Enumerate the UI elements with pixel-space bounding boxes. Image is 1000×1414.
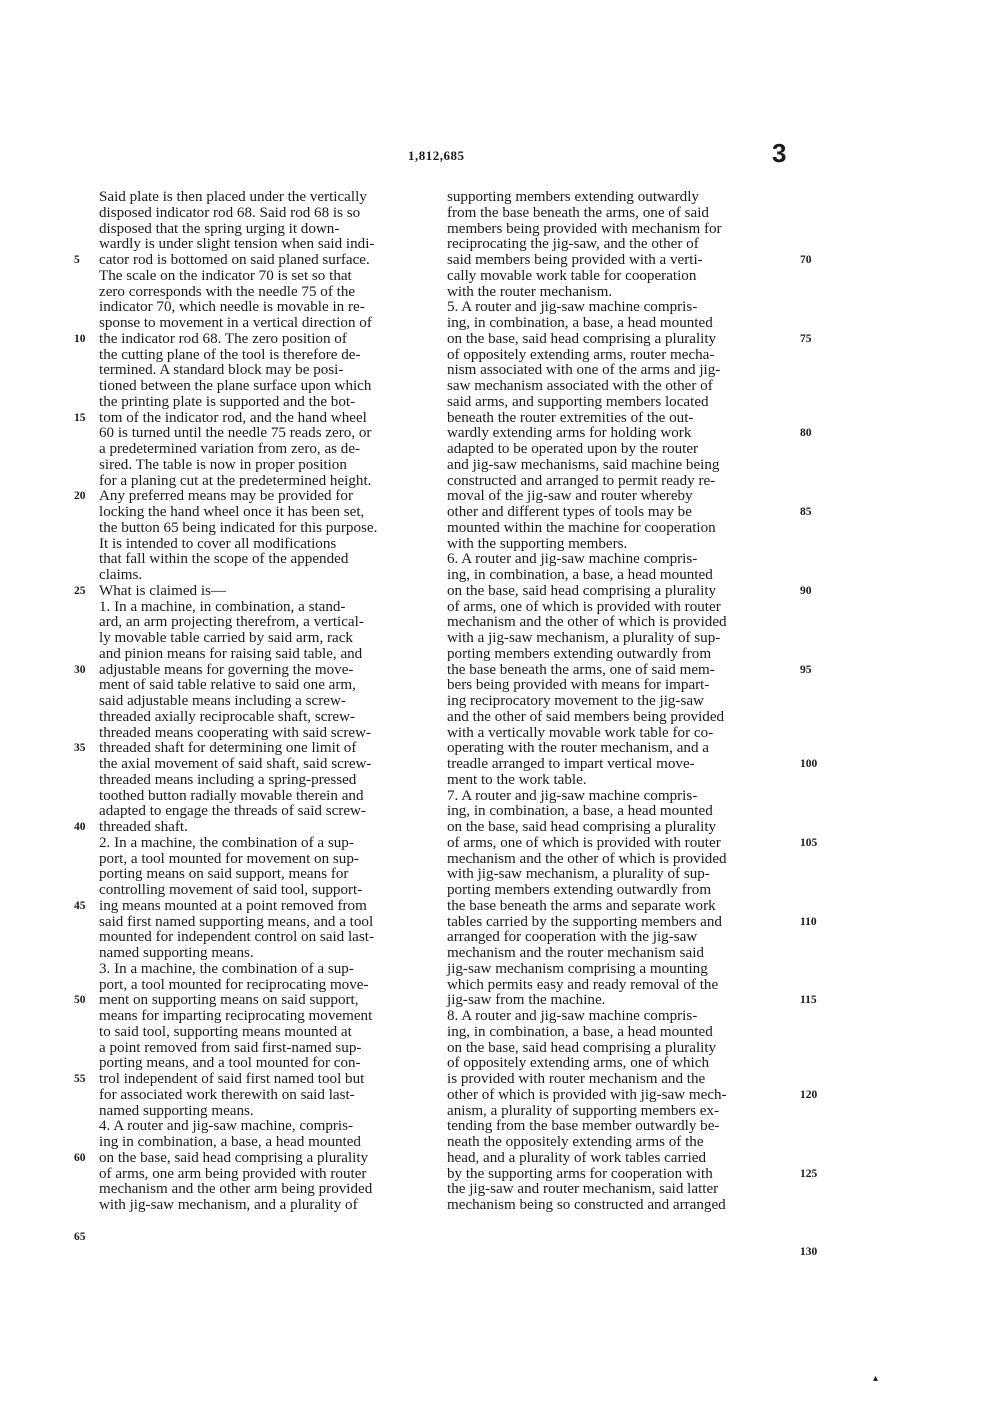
text-line: threaded axially reciprocable shaft, screw- bbox=[99, 708, 356, 725]
text-line: the printing plate is supported and the bot- bbox=[99, 393, 356, 410]
text-line: with jig-saw mechanism, and a plurality of bbox=[99, 1197, 358, 1213]
text-line: anism, a plurality of supporting members ex- bbox=[447, 1102, 720, 1119]
text-line: 7. A router and jig-saw machine compris- bbox=[447, 787, 698, 804]
margin-line-number: 75 bbox=[800, 332, 812, 345]
text-line: ment to the work table. bbox=[447, 771, 587, 788]
text-line: 60 is turned until the needle 75 reads zero, or bbox=[99, 425, 372, 442]
margin-line-number: 65 bbox=[74, 1230, 86, 1243]
text-line: by the supporting arms for cooperation with bbox=[447, 1165, 713, 1182]
text-line: bers being provided with means for impart- bbox=[447, 677, 710, 694]
text-line: ing means mounted at a point removed from bbox=[99, 897, 367, 914]
text-line: the base beneath the arms, one of said mem- bbox=[447, 661, 715, 678]
text-line: threaded shaft for determining one limit of bbox=[99, 740, 357, 757]
margin-line-number: 95 bbox=[800, 663, 812, 676]
text-line: Said plate is then placed under the vertically bbox=[99, 189, 367, 205]
text-line: supporting members extending outwardly bbox=[447, 189, 699, 205]
text-line: the indicator rod 68. The zero position of bbox=[99, 330, 347, 347]
text-line: ly movable table carried by said arm, rack bbox=[99, 630, 353, 646]
text-line: beneath the router extremities of the out- bbox=[447, 409, 694, 426]
text-line: saw mechanism associated with the other of bbox=[447, 378, 713, 394]
text-line: porting members extending outwardly from bbox=[447, 645, 712, 662]
text-line: wardly extending arms for holding work bbox=[447, 425, 692, 442]
text-line: on the base, said head comprising a plurality bbox=[447, 1039, 717, 1056]
margin-line-number: 55 bbox=[74, 1073, 86, 1085]
text-line: tables carried by the supporting members and bbox=[447, 913, 722, 930]
text-line: on the base, said head comprising a plurality bbox=[99, 1149, 369, 1166]
text-line: adapted to be operated upon by the router bbox=[447, 441, 699, 457]
margin-line-number: 115 bbox=[800, 994, 817, 1007]
margin-line-number: 130 bbox=[800, 1246, 818, 1259]
text-line: tom of the indicator rod, and the hand wheel bbox=[99, 409, 367, 426]
text-line: It is intended to cover all modifications bbox=[99, 535, 337, 552]
patent-number: 1,812,685 bbox=[408, 148, 465, 163]
text-line: adapted to engage the threads of said screw- bbox=[99, 803, 366, 820]
margin-line-number: 105 bbox=[800, 836, 818, 849]
text-line: with jig-saw mechanism, a plurality of sup- bbox=[447, 866, 710, 883]
text-line: said arms, and supporting members located bbox=[447, 393, 709, 410]
text-line: mechanism and the other arm being provided bbox=[99, 1181, 373, 1198]
text-line: porting means, and a tool mounted for con- bbox=[99, 1055, 361, 1072]
margin-line-number: 30 bbox=[74, 663, 86, 676]
margin-line-number: 50 bbox=[74, 994, 86, 1007]
text-line: mounted for independent control on said last- bbox=[99, 929, 374, 946]
text-line: with the supporting members. bbox=[447, 535, 628, 552]
text-line: cally movable work table for cooperation bbox=[447, 267, 697, 284]
text-line: adjustable means for governing the move- bbox=[99, 661, 354, 678]
text-line: and the other of said members being provided bbox=[447, 708, 725, 725]
text-line: constructed and arranged to permit ready re- bbox=[447, 472, 716, 489]
text-line: mechanism and the other of which is provided bbox=[447, 850, 727, 867]
text-line: said adjustable means including a screw- bbox=[99, 693, 346, 709]
margin-line-number: 40 bbox=[74, 821, 86, 833]
text-line: arranged for cooperation with the jig-saw bbox=[447, 929, 698, 946]
text-line: operating with the router mechanism, and a bbox=[447, 740, 709, 757]
text-line: the axial movement of said shaft, said screw- bbox=[99, 756, 372, 772]
text-line: port, a tool mounted for reciprocating move- bbox=[99, 976, 369, 993]
text-line: disposed indicator rod 68. Said rod 68 is so bbox=[99, 204, 361, 221]
text-line: ing reciprocatory movement to the jig-saw bbox=[447, 693, 704, 709]
text-line: tending from the base member outwardly be- bbox=[447, 1118, 720, 1135]
margin-line-number: 110 bbox=[800, 915, 817, 928]
text-line: which permits easy and ready removal of the bbox=[447, 976, 719, 993]
text-line: threaded shaft. bbox=[99, 819, 188, 835]
margin-line-number: 45 bbox=[74, 899, 86, 912]
text-line: said members being provided with a verti- bbox=[447, 252, 703, 268]
margin-line-number: 25 bbox=[74, 584, 86, 597]
text-line: treadle arranged to impart vertical move- bbox=[447, 756, 695, 772]
text-line: jig-saw from the machine. bbox=[447, 992, 606, 1009]
page-index: 3 bbox=[772, 138, 787, 168]
text-line: members being provided with mechanism for bbox=[447, 220, 722, 237]
text-line: ard, an arm projecting therefrom, a vertical- bbox=[99, 614, 364, 631]
text-line: other and different types of tools may be bbox=[447, 504, 692, 520]
text-line: Any preferred means may be provided for bbox=[99, 488, 353, 505]
text-line: ing, in combination, a base, a head mounted bbox=[447, 1023, 713, 1040]
text-line: port, a tool mounted for movement on sup- bbox=[99, 850, 359, 867]
text-line: ment on supporting means on said support, bbox=[99, 992, 359, 1009]
margin-line-number: 80 bbox=[800, 427, 812, 440]
text-line: other of which is provided with jig-saw mech- bbox=[447, 1086, 727, 1103]
footer-mark: ▴ bbox=[873, 1373, 879, 1384]
margin-line-number: 5 bbox=[74, 254, 80, 266]
left-text-column bbox=[99, 190, 437, 1214]
right-text-column bbox=[447, 190, 789, 1214]
text-line: cator rod is bottomed on said planed surface. bbox=[99, 252, 370, 268]
text-line: a point removed from said first-named sup- bbox=[99, 1039, 362, 1056]
text-line: head, and a plurality of work tables carried bbox=[447, 1149, 707, 1166]
text-line: indicator 70, which needle is movable in re- bbox=[99, 299, 365, 316]
text-line: threaded means including a spring-pressed bbox=[99, 771, 357, 788]
text-line: for associated work therewith on said last- bbox=[99, 1086, 355, 1103]
text-line: disposed that the spring urging it down- bbox=[99, 220, 340, 237]
text-line: that fall within the scope of the appended bbox=[99, 551, 349, 568]
text-line: ing, in combination, a base, a head mounted bbox=[447, 803, 713, 820]
text-line: moval of the jig-saw and router whereby bbox=[447, 488, 693, 505]
text-line: zero corresponds with the needle 75 of the bbox=[99, 283, 356, 300]
text-line: with a jig-saw mechanism, a plurality of sup- bbox=[447, 630, 721, 646]
text-line: named supporting means. bbox=[99, 945, 254, 961]
margin-line-number: 85 bbox=[800, 506, 812, 518]
text-line: the base beneath the arms and separate work bbox=[447, 897, 716, 914]
margin-line-number: 90 bbox=[800, 584, 812, 597]
text-line: porting members extending outwardly from bbox=[447, 882, 712, 898]
text-line: from the base beneath the arms, one of said bbox=[447, 204, 709, 221]
text-line: trol independent of said first named tool but bbox=[99, 1071, 365, 1087]
text-line: ing, in combination, a base, a head mounted bbox=[447, 567, 713, 583]
text-line: The scale on the indicator 70 is set so that bbox=[99, 267, 352, 284]
text-line: reciprocating the jig-saw, and the other of bbox=[447, 236, 699, 253]
text-line: and pinion means for raising said table, and bbox=[99, 645, 363, 662]
margin-line-number: 10 bbox=[74, 332, 86, 345]
text-line: ing, in combination, a base, a head mounted bbox=[447, 315, 713, 331]
text-line: of arms, one of which is provided with router bbox=[447, 834, 721, 851]
text-line: on the base, said head comprising a plurality bbox=[447, 330, 717, 347]
margin-line-number: 70 bbox=[800, 254, 812, 266]
text-line: the cutting plane of the tool is therefore de- bbox=[99, 346, 361, 363]
text-line: ment of said table relative to said one arm, bbox=[99, 677, 356, 694]
text-line: 1. In a machine, in combination, a stand- bbox=[99, 598, 346, 615]
text-line: wardly is under slight tension when said indi- bbox=[99, 236, 375, 253]
text-line: mounted within the machine for cooperation bbox=[447, 519, 716, 536]
text-line: 8. A router and jig-saw machine compris- bbox=[447, 1008, 698, 1024]
margin-line-number: 100 bbox=[800, 758, 818, 770]
text-line: is provided with router mechanism and the bbox=[447, 1071, 706, 1087]
text-line: porting means on said support, means for bbox=[99, 866, 349, 883]
text-line: named supporting means. bbox=[99, 1102, 254, 1119]
text-line: 2. In a machine, the combination of a sup- bbox=[99, 834, 354, 851]
margin-line-number: 120 bbox=[800, 1088, 818, 1101]
text-line: jig-saw mechanism comprising a mounting bbox=[447, 960, 708, 977]
text-line: of arms, one of which is provided with router bbox=[447, 598, 721, 615]
text-line: of oppositely extending arms, one of which bbox=[447, 1055, 709, 1072]
text-line: termined. A standard block may be posi- bbox=[99, 362, 344, 379]
text-line: controlling movement of said tool, support- bbox=[99, 882, 363, 898]
text-line: means for imparting reciprocating movement bbox=[99, 1008, 373, 1024]
text-line: mechanism and the other of which is provided bbox=[447, 614, 727, 631]
text-line: neath the oppositely extending arms of the bbox=[447, 1134, 704, 1150]
text-line: and jig-saw mechanisms, said machine being bbox=[447, 456, 720, 473]
text-line: the jig-saw and router mechanism, said latter bbox=[447, 1181, 719, 1198]
text-line: on the base, said head comprising a plurality bbox=[447, 819, 717, 835]
text-line: to said tool, supporting means mounted at bbox=[99, 1023, 352, 1040]
text-line: for a planing cut at the predetermined height. bbox=[99, 472, 372, 489]
text-line: sired. The table is now in proper position bbox=[99, 456, 347, 473]
text-line: the button 65 being indicated for this purpose. bbox=[99, 519, 378, 536]
text-line: sponse to movement in a vertical direction of bbox=[99, 315, 372, 331]
text-line: 3. In a machine, the combination of a sup- bbox=[99, 960, 354, 977]
text-line: locking the hand wheel once it has been set, bbox=[99, 504, 365, 520]
text-line: claims. bbox=[99, 567, 143, 583]
text-line: What is claimed is— bbox=[99, 582, 227, 599]
margin-line-number: 15 bbox=[74, 411, 86, 424]
text-line: threaded means cooperating with said screw- bbox=[99, 724, 372, 741]
text-line: nism associated with one of the arms and jig- bbox=[447, 362, 721, 379]
margin-line-number: 60 bbox=[74, 1151, 86, 1164]
margin-line-number: 125 bbox=[800, 1167, 818, 1180]
text-line: mechanism being so constructed and arranged bbox=[447, 1197, 726, 1213]
text-line: of arms, one arm being provided with router bbox=[99, 1165, 367, 1182]
text-line: said first named supporting means, and a tool bbox=[99, 913, 374, 930]
text-line: with the router mechanism. bbox=[447, 283, 613, 300]
margin-line-number: 35 bbox=[74, 742, 86, 755]
text-line: on the base, said head comprising a plurality bbox=[447, 582, 717, 599]
text-line: 4. A router and jig-saw machine, compris- bbox=[99, 1118, 354, 1135]
text-line: with a vertically movable work table for co- bbox=[447, 724, 714, 741]
text-line: toothed button radially movable therein and bbox=[99, 787, 364, 804]
text-line: mechanism and the router mechanism said bbox=[447, 945, 704, 961]
text-line: 6. A router and jig-saw machine compris- bbox=[447, 551, 698, 568]
text-line: ing in combination, a base, a head mounted bbox=[99, 1134, 361, 1150]
text-line: of oppositely extending arms, router mecha- bbox=[447, 346, 715, 363]
text-line: a predetermined variation from zero, as de- bbox=[99, 441, 361, 457]
margin-line-number: 20 bbox=[74, 490, 86, 503]
text-line: 5. A router and jig-saw machine compris- bbox=[447, 299, 698, 316]
text-line: tioned between the plane surface upon which bbox=[99, 378, 372, 394]
